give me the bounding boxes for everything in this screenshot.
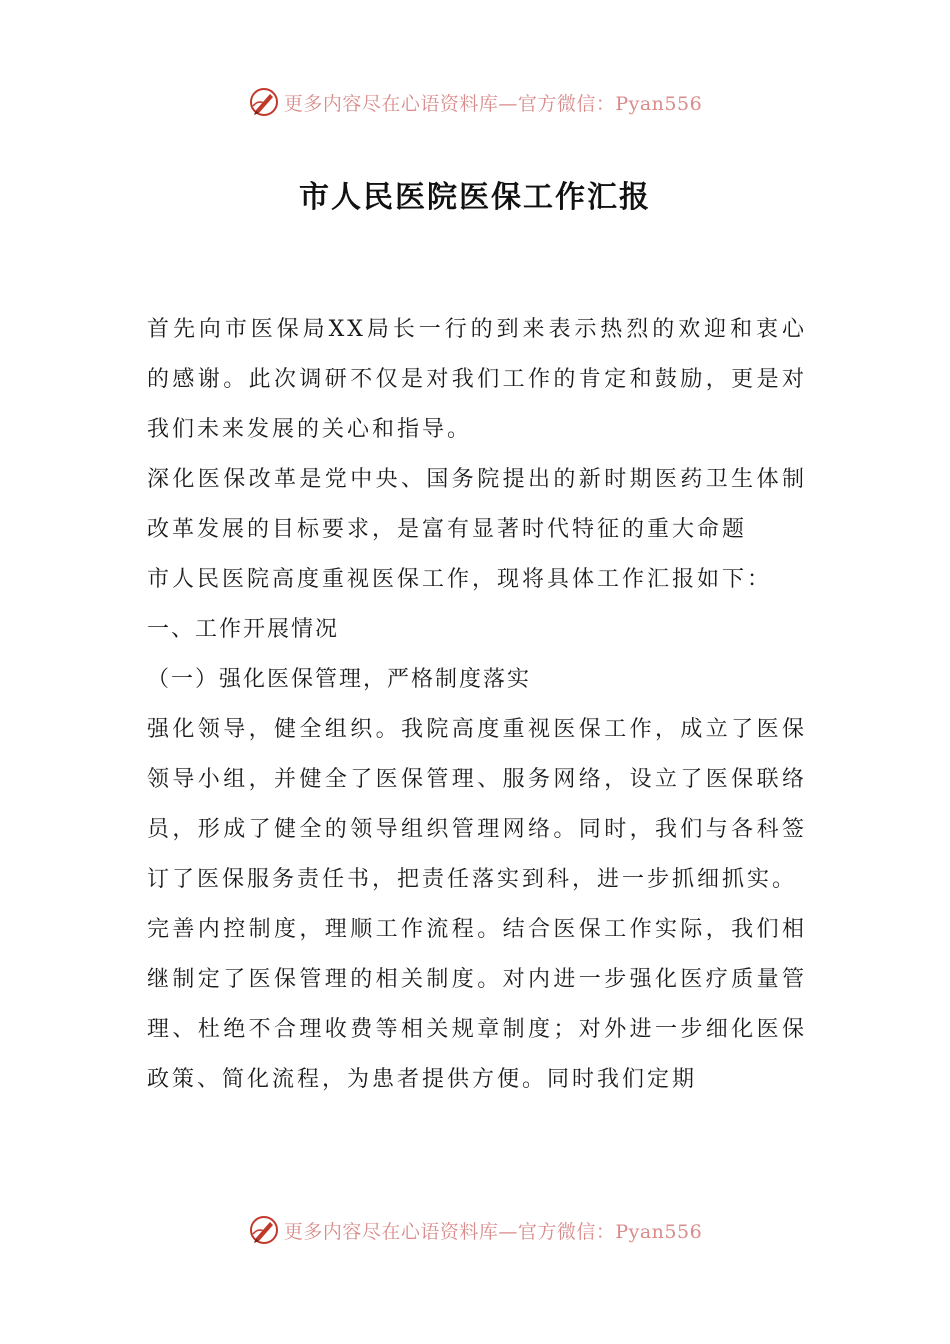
paragraph-reform: 深化医保改革是党中央、国务院提出的新时期医药卫生体制改革发展的目标要求，是富有显著时代特征的重大命题 — [147, 467, 807, 542]
paragraph-internal-control: 完善内控制度，理顺工作流程。结合医保工作实际，我们相继制定了医保管理的相关制度。对内进一步强化医疗质量管理、杜绝不合理收费等相关规章制度；对外进一步细化医保政策、简化流程，为患者提供方便。同时我们定期 — [147, 917, 807, 1092]
watermark-text: 更多内容尽在心语资料库—官方微信：Pyan556 — [283, 92, 703, 115]
watermark-banner-bottom — [0, 1210, 950, 1250]
watermark-banner-top — [0, 82, 950, 122]
section-heading-1: 一、工作开展情况 — [147, 617, 340, 642]
watermark-text: 更多内容尽在心语资料库—官方微信：Pyan556 — [283, 1220, 703, 1243]
pen-logo-icon — [248, 86, 280, 118]
subsection-heading-1: （一）强化医保管理，严格制度落实 — [147, 667, 532, 692]
document-body — [147, 305, 807, 1105]
paragraph-intro: 首先向市医保局XX局长一行的到来表示热烈的欢迎和衷心的感谢。此次调研不仅是对我们工作的肯定和鼓励，更是对我们未来发展的关心和指导。 — [147, 317, 807, 442]
pen-logo-icon — [248, 1214, 280, 1246]
paragraph-report-lead: 市人民医院高度重视医保工作，现将具体工作汇报如下： — [147, 567, 773, 592]
paragraph-leadership: 强化领导，健全组织。我院高度重视医保工作，成立了医保领导小组，并健全了医保管理、服务网络，设立了医保联络员，形成了健全的领导组织管理网络。同时，我们与各科签订了医保服务责任书，把责任落实到科，进一步抓细抓实。 — [147, 717, 807, 892]
document-title: 市人民医院医保工作汇报 — [299, 180, 651, 215]
